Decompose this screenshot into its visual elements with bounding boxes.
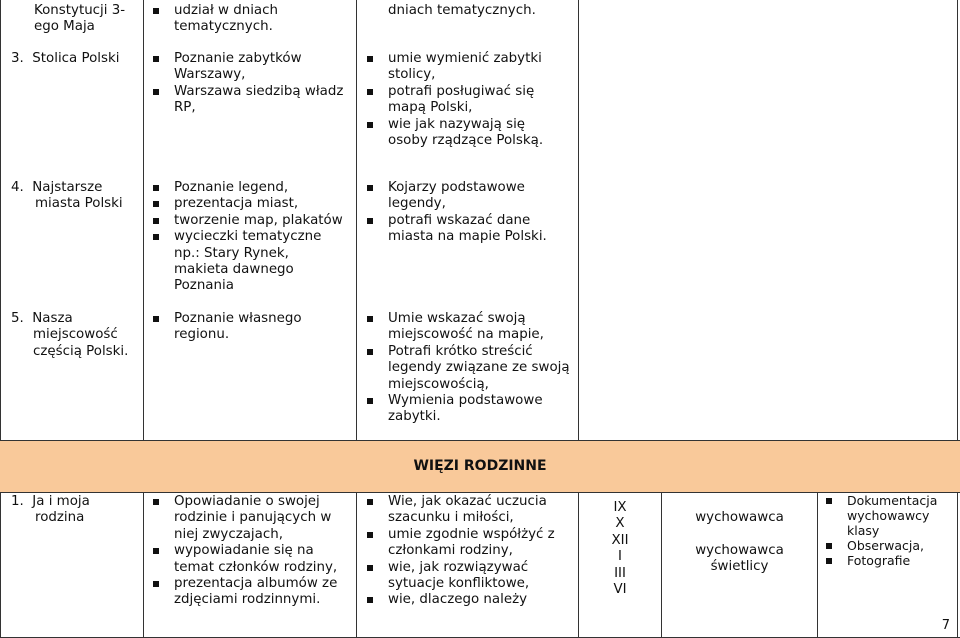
month-label: XII	[611, 532, 629, 548]
item-line: stolicy,	[388, 67, 436, 83]
month-label: IX	[613, 500, 627, 515]
bullet-icon	[153, 8, 159, 14]
list-item	[150, 84, 350, 117]
outcomes-cell	[364, 51, 576, 149]
page-number: 7	[941, 618, 950, 633]
item-line: umie zgodnie współżyć z	[388, 526, 555, 542]
outcomes-cell	[364, 494, 576, 609]
item-line: Poznania	[174, 278, 234, 294]
item-line: Poznanie legend,	[174, 180, 289, 195]
bullet-icon	[153, 56, 159, 62]
bullet-icon	[153, 581, 159, 587]
bullet-icon	[153, 234, 159, 240]
bullet-icon	[826, 558, 832, 564]
list-item	[150, 576, 354, 609]
list-item	[150, 3, 350, 36]
list-item	[364, 560, 576, 593]
item-line: członkami rodziny,	[388, 543, 513, 559]
column-divider	[356, 0, 357, 440]
list-item	[364, 393, 576, 426]
item-line: tematycznych.	[174, 19, 273, 35]
item-line: Warszawa siedzibą władz	[174, 83, 344, 99]
item-line: miejscowością,	[388, 376, 489, 392]
item-line: miejscowość na mapie,	[388, 327, 544, 343]
list-item	[823, 538, 956, 553]
list-item	[364, 117, 576, 150]
list-item	[150, 196, 354, 212]
item-line: Poznanie zabytków	[174, 51, 302, 66]
topic-line: 4. Najstarsze	[11, 180, 103, 195]
responsible-line: wychowawca	[695, 542, 784, 558]
bullet-icon	[153, 548, 159, 554]
topic-line: ego Maja	[34, 19, 95, 35]
activities-cell	[150, 3, 350, 36]
topic-cell	[11, 311, 139, 360]
column-divider	[143, 492, 144, 638]
section-title: WIĘZI RODZINNE	[413, 458, 547, 474]
activities-cell	[150, 180, 354, 295]
topic-cell	[34, 3, 139, 36]
item-line: wie jak nazywają się	[388, 116, 526, 132]
item-line: niej zwyczajach,	[174, 526, 283, 542]
item-line: wycieczki tematyczne	[174, 229, 322, 245]
item-line: wychowawcy	[847, 508, 930, 523]
item-line: wypowiadanie się na	[174, 543, 314, 559]
outcomes-cell	[388, 3, 573, 19]
bullet-icon	[367, 499, 373, 505]
table-border-left	[0, 0, 1, 638]
responsible-cell	[663, 510, 816, 576]
bullet-icon	[826, 543, 832, 549]
bullet-icon	[367, 316, 373, 322]
responsible-line: świetlicy	[710, 559, 769, 575]
item-line: Poznanie własnego	[174, 311, 302, 326]
item-line: tworzenie map, plakatów	[174, 212, 343, 228]
list-item	[150, 213, 354, 229]
bullet-icon	[367, 218, 373, 224]
bullet-icon	[367, 565, 373, 571]
activities-cell	[150, 494, 354, 609]
item-line: wie, dlaczego należy	[388, 592, 528, 608]
activities-cell	[150, 311, 354, 344]
item-line: mapą Polski,	[388, 100, 473, 116]
item-line: potrafi wskazać dane	[388, 212, 531, 228]
bullet-icon	[367, 349, 373, 355]
item-line: makieta dawnego	[174, 262, 294, 278]
item-line: legendy związane ze swoją	[388, 360, 570, 376]
responsible-line	[663, 526, 816, 542]
column-divider	[143, 0, 144, 440]
item-line: regionu.	[174, 327, 230, 343]
item-line: Kojarzy podstawowe	[388, 180, 525, 195]
item-line: wie, jak rozwiązywać	[388, 559, 529, 575]
list-item	[364, 213, 576, 246]
item-line: zdjęciami rodzinnymi.	[174, 592, 321, 608]
bullet-icon	[826, 498, 832, 504]
column-divider	[578, 0, 579, 440]
item-line: Dokumentacja	[847, 493, 938, 508]
bullet-icon	[367, 185, 373, 191]
list-item	[150, 311, 354, 344]
item-line: zabytki.	[388, 409, 441, 425]
list-item	[823, 553, 956, 568]
list-item	[150, 543, 354, 576]
item-line: Opowiadanie o swojej	[174, 494, 320, 509]
outcomes-cell	[364, 180, 576, 246]
bullet-icon	[153, 201, 159, 207]
item-line: Obserwacja,	[847, 538, 924, 553]
topic-line: miejscowość	[33, 327, 118, 343]
item-line: rodzinie i panujących w	[174, 510, 332, 526]
bullet-icon	[153, 218, 159, 224]
list-item	[364, 592, 576, 608]
list-item	[364, 344, 576, 393]
responsible-line: wychowawca	[695, 510, 784, 525]
item-line: potrafi posługiwać się	[388, 83, 535, 99]
item-line: legendy,	[388, 196, 446, 212]
bullet-icon	[367, 532, 373, 538]
activities-cell	[150, 51, 350, 117]
topic-cell	[11, 180, 139, 213]
topic-line: rodzina	[35, 510, 85, 526]
item-line: temat członków rodziny,	[174, 559, 338, 575]
item-line: sytuacje konfliktowe,	[388, 576, 530, 592]
item-line: prezentacja albumów ze	[174, 576, 338, 592]
column-divider	[817, 492, 818, 638]
month-label: III	[614, 565, 626, 581]
item-line: RP,	[174, 100, 196, 116]
item-line: klasy	[847, 523, 880, 538]
row-divider	[0, 440, 960, 441]
bullet-icon	[367, 597, 373, 603]
row-divider	[0, 492, 960, 493]
list-item	[150, 180, 354, 196]
list-item	[150, 229, 354, 295]
bullet-icon	[367, 89, 373, 95]
column-divider	[356, 492, 357, 638]
list-item	[364, 311, 576, 344]
list-item	[150, 494, 354, 543]
bullet-icon	[153, 89, 159, 95]
bullet-icon	[367, 56, 373, 62]
month-label: I	[618, 549, 622, 565]
topic-line: Konstytucji 3-	[34, 3, 126, 18]
item-line: Wymienia podstawowe	[388, 393, 543, 409]
list-item	[150, 51, 350, 84]
item-line: prezentacja miast,	[174, 196, 299, 212]
item-line: Wie, jak okazać uczucia	[388, 494, 547, 509]
topic-cell	[11, 51, 139, 67]
list-item	[364, 84, 576, 117]
topic-line: 1. Ja i moja	[11, 494, 90, 509]
item-line: miasta na mapie Polski.	[388, 229, 547, 245]
outcomes-cell	[364, 311, 576, 426]
list-item	[364, 51, 576, 84]
column-divider	[661, 492, 662, 638]
list-item	[823, 493, 956, 538]
bullet-icon	[153, 499, 159, 505]
item-line: Umie wskazać swoją	[388, 311, 526, 326]
months-cell	[580, 500, 660, 598]
item-line: szacunku i miłości,	[388, 510, 514, 526]
topic-line: miasta Polski	[35, 196, 123, 212]
bullet-icon	[367, 122, 373, 128]
bullet-icon	[153, 185, 159, 191]
item-line: Warszawy,	[174, 67, 246, 83]
item-line: dniach tematycznych.	[388, 3, 536, 18]
item-line: np.: Stary Rynek,	[174, 245, 289, 261]
column-divider	[578, 492, 579, 638]
bullet-icon	[367, 398, 373, 404]
topic-cell	[11, 494, 139, 527]
bullet-icon	[153, 316, 159, 322]
item-line: osoby rządzące Polską.	[388, 133, 544, 149]
topic-line: 3. Stolica Polski	[11, 51, 120, 66]
topic-line: częścią Polski.	[33, 343, 129, 359]
month-label: X	[615, 516, 625, 532]
list-item	[364, 494, 576, 527]
documentation-cell	[823, 493, 956, 568]
topic-line: 5. Nasza	[11, 311, 73, 326]
item-line: umie wymienić zabytki	[388, 51, 542, 66]
list-item	[364, 527, 576, 560]
item-line: Potrafi krótko streścić	[388, 343, 533, 359]
list-item	[364, 180, 576, 213]
item-line: Fotografie	[847, 553, 911, 568]
item-line: udział w dniach	[174, 3, 278, 18]
month-label: VI	[613, 582, 627, 598]
table-border-right	[957, 0, 958, 638]
